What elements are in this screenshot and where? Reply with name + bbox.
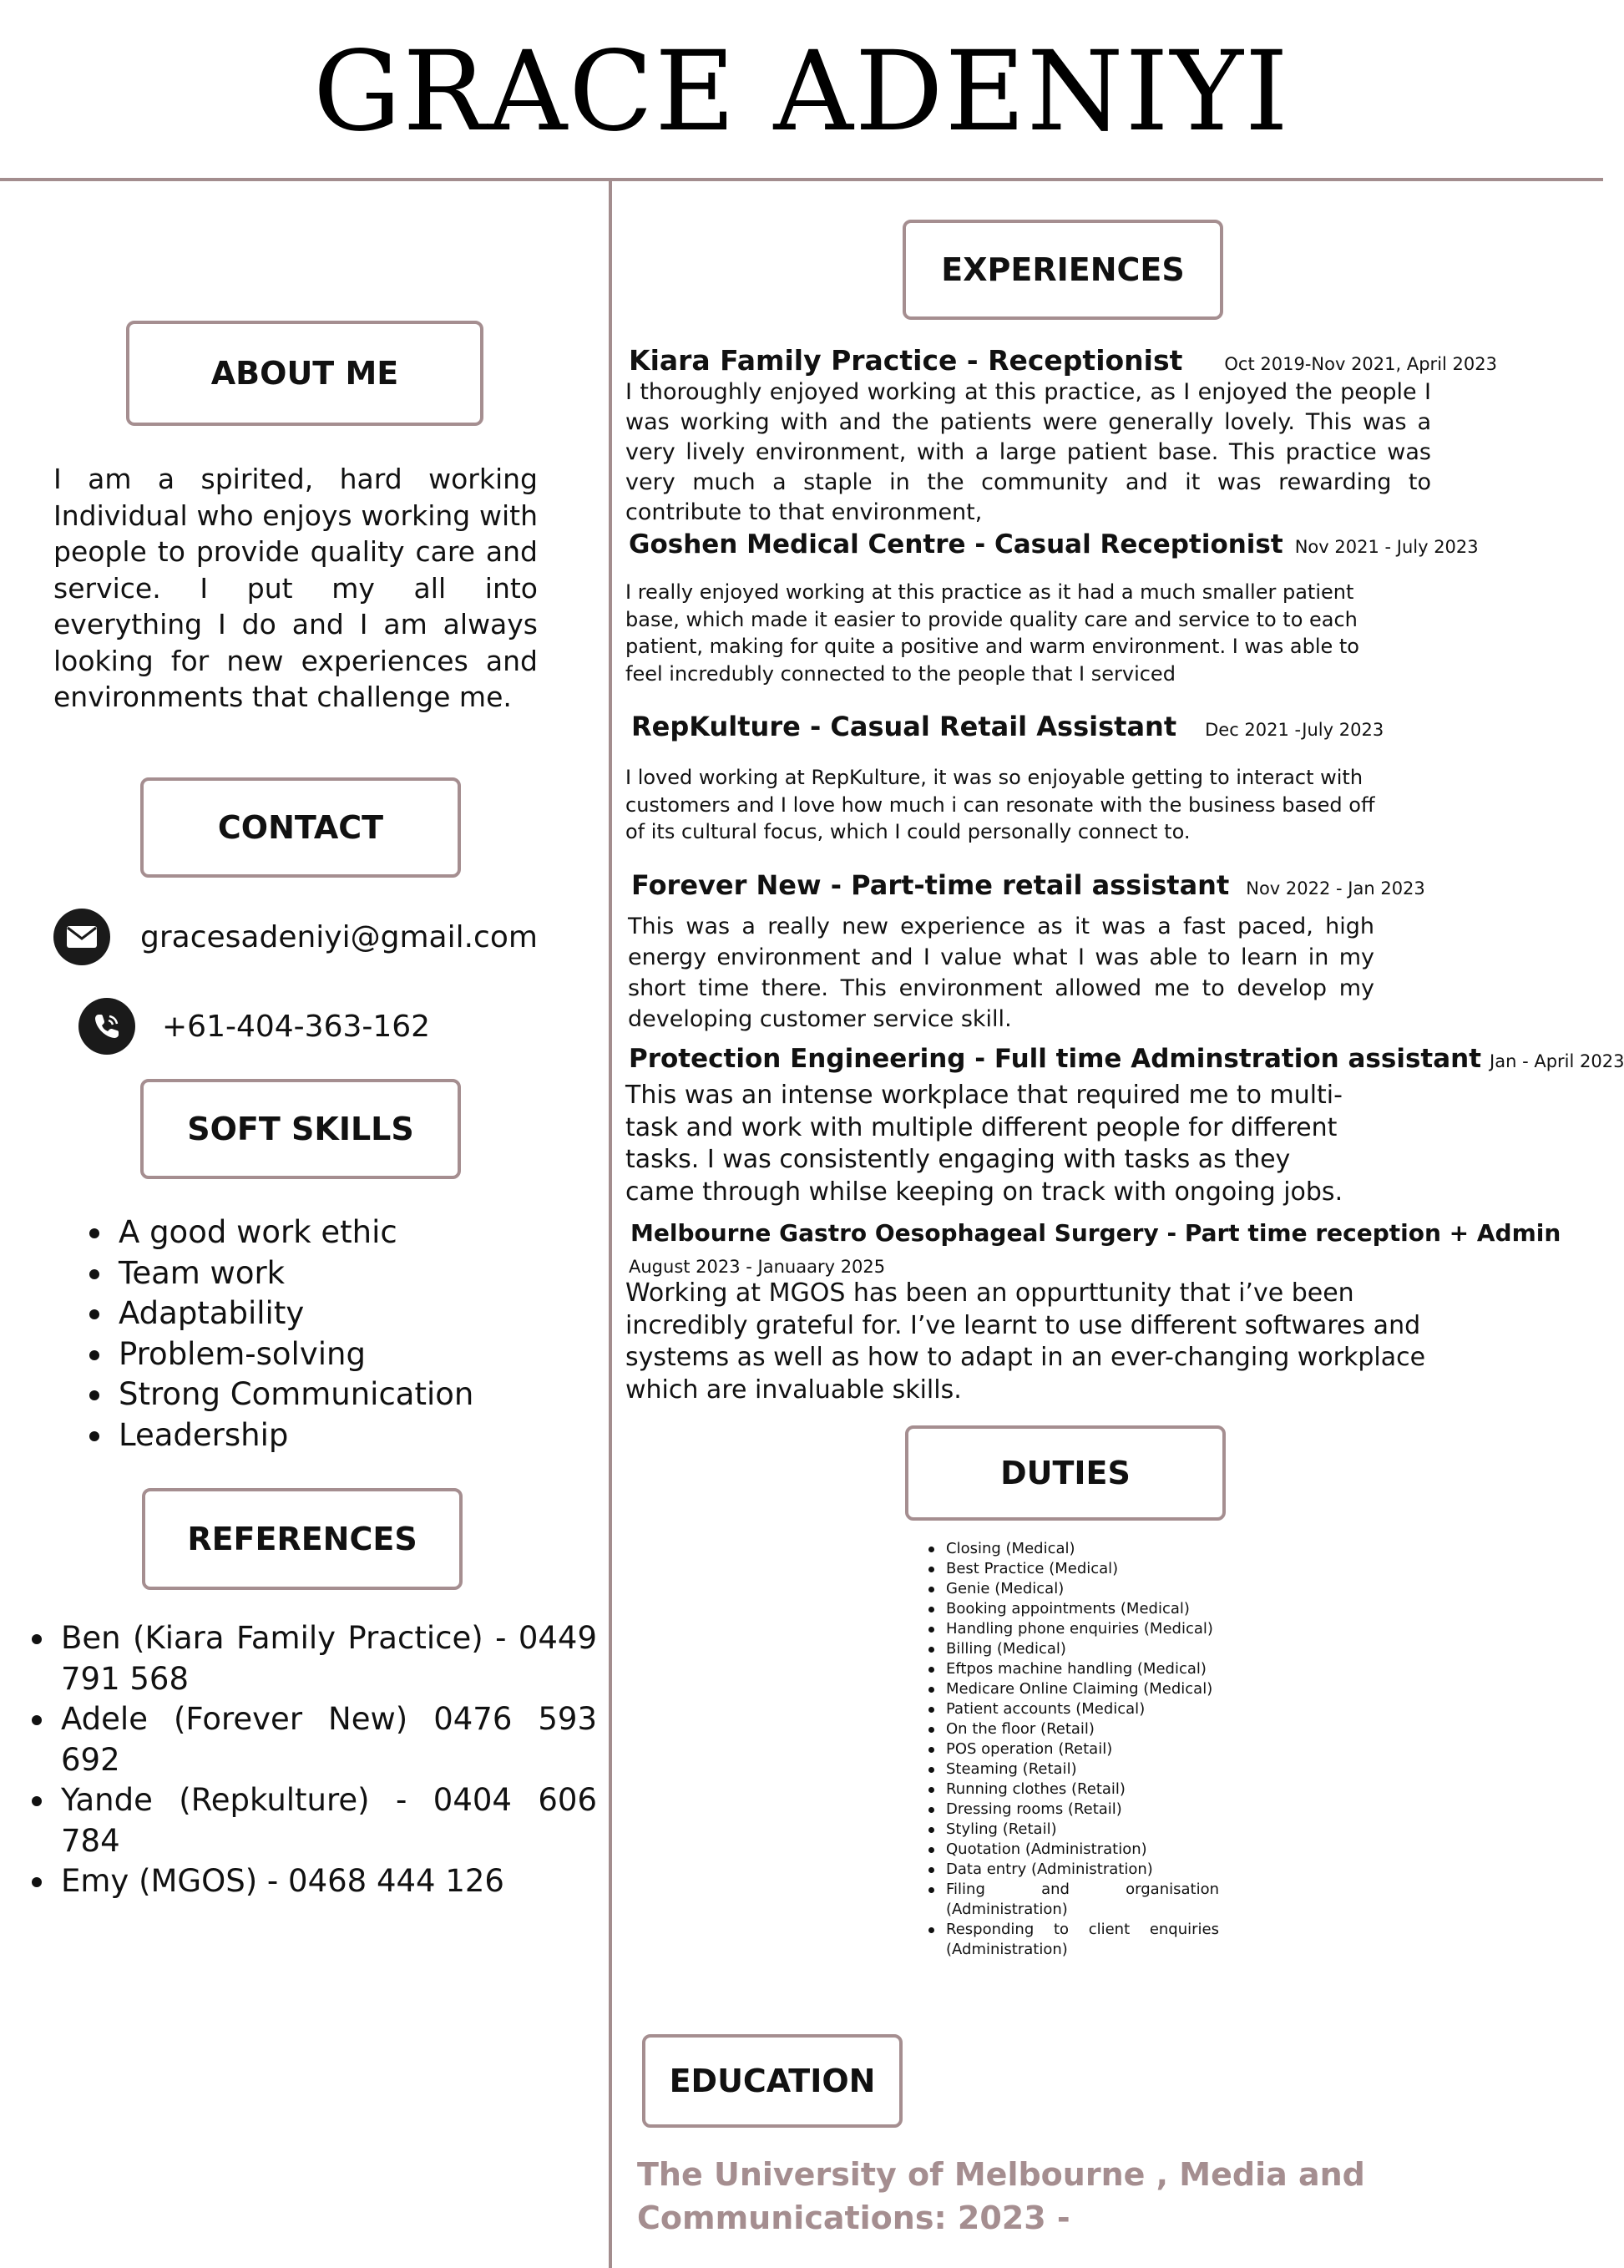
duty-item: Filing and organisation (Administration) xyxy=(946,1881,1219,1918)
column-divider xyxy=(609,178,612,2268)
header-divider xyxy=(0,178,1603,181)
skill-item: Strong Communication xyxy=(119,1374,473,1415)
job-description: This was a really new experience as it was a fast paced, high energy environment and I value what I was able to learn in my short time there. This environment allowed me to develop my developing customer service skill. xyxy=(628,914,1374,1032)
soft-skills-list xyxy=(119,1212,473,1455)
job-description: This was an intense workplace that required me to multi-task and work with multiple different people for different tasks. I was consistently engaging with tasks as they came through whilse keeping on track with ongoing jobs. xyxy=(625,1081,1343,1207)
duty-item: Genie (Medical) xyxy=(946,1579,1219,1599)
job-title: Forever New - Part-time retail assistant xyxy=(631,869,1230,901)
envelope-icon xyxy=(53,909,110,965)
job-title: RepKulture - Casual Retail Assistant xyxy=(631,711,1177,742)
job-date: August 2023 - Januaary 2025 xyxy=(629,1257,886,1277)
job-date: Nov 2022 - Jan 2023 xyxy=(1246,878,1425,899)
skill-item: Problem-solving xyxy=(119,1334,473,1375)
job-header xyxy=(631,711,1384,742)
section-heading-contact: CONTACT xyxy=(140,777,461,878)
section-heading-duties: DUTIES xyxy=(905,1425,1226,1521)
reference-item: Adele (Forever New) 0476 593 692 xyxy=(61,1699,597,1780)
job-description: I thoroughly enjoyed working at this practice, as I enjoyed the people I was working with and the patients were generally lovely. This was a very lively environment, with a large patient base. This practice was very much a staple in the community and it was rewarding to contribute to that environment, xyxy=(625,379,1431,525)
job-header xyxy=(629,344,1497,377)
education-line-1: The University of Melbourne , Media and xyxy=(637,2156,1365,2193)
job-description: I loved working at RepKulture, it was so enjoyable getting to interact with customers and I love how much i can resonate with the business based off of its cultural focus, which I could personally connect to. xyxy=(625,766,1375,843)
email-link[interactable]: gracesadeniyi@gmail.com xyxy=(140,919,538,954)
job-description: I really enjoyed working at this practice as it had a much smaller patient base, which made it easier to provide quality care and service to to each patient, making for quite a positive and warm environment. I was able to feel incredubly connected to the people that I serviced xyxy=(625,580,1359,686)
duty-item: Handling phone enquiries (Medical) xyxy=(946,1619,1219,1639)
job-title: Protection Engineering - Full time Adminstration assistant xyxy=(629,1044,1482,1074)
job-date: Jan - April 2023 xyxy=(1490,1051,1624,1071)
duty-item: Styling (Retail) xyxy=(946,1820,1219,1840)
duty-item: Quotation (Administration) xyxy=(946,1840,1219,1860)
duty-item: Medicare Online Claiming (Medical) xyxy=(946,1679,1219,1699)
duty-item: Best Practice (Medical) xyxy=(946,1559,1219,1579)
job-description: Working at MGOS has been an oppurttunity that i’ve been incredibly grateful for. I’ve learnt to use different softwares and systems as well as how to adapt in an ever-changing workplace which are invaluable skills. xyxy=(625,1278,1426,1405)
education-entry xyxy=(637,2153,1472,2240)
job-date-row xyxy=(629,1257,885,1277)
job-title: Melbourne Gastro Oesophageal Surgery - Part time reception + Admin xyxy=(630,1219,1561,1247)
skill-item: Adaptability xyxy=(119,1293,473,1334)
duty-item: On the floor (Retail) xyxy=(946,1719,1219,1739)
contact-phone-row xyxy=(78,998,430,1055)
job-title: Kiara Family Practice - Receptionist xyxy=(629,344,1183,377)
duty-item: Closing (Medical) xyxy=(946,1539,1219,1559)
skill-item: Team work xyxy=(119,1253,473,1294)
education-line-2: Communications: 2023 - xyxy=(637,2200,1070,2236)
job-header xyxy=(631,869,1425,901)
skill-item: Leadership xyxy=(119,1415,473,1456)
job-date: Dec 2021 -July 2023 xyxy=(1205,720,1384,740)
contact-email-row xyxy=(53,909,538,965)
section-heading-references: REFERENCES xyxy=(142,1488,463,1590)
section-heading-about: ABOUT ME xyxy=(126,321,483,426)
section-heading-soft-skills: SOFT SKILLS xyxy=(140,1079,461,1179)
job-header xyxy=(630,1219,1561,1247)
job-title: Goshen Medical Centre - Casual Receptionist xyxy=(629,529,1283,559)
job-header xyxy=(629,529,1479,559)
section-heading-experiences: EXPERIENCES xyxy=(903,220,1223,320)
duty-item: Booking appointments (Medical) xyxy=(946,1599,1219,1619)
duty-item: Eftpos machine handling (Medical) xyxy=(946,1659,1219,1679)
duty-item: POS operation (Retail) xyxy=(946,1739,1219,1759)
duty-item: Steaming (Retail) xyxy=(946,1759,1219,1779)
phone-number[interactable]: +61-404-363-162 xyxy=(162,1009,431,1044)
reference-item: Yande (Repkulture) - 0404 606 784 xyxy=(61,1780,597,1861)
duty-item: Dressing rooms (Retail) xyxy=(946,1800,1219,1820)
job-date: Oct 2019-Nov 2021, April 2023 xyxy=(1224,354,1497,374)
about-text: I am a spirited, hard working Individual who enjoys working with people to provide quality care and service. I put my all into everything I do and I am always looking for new experiences and environments that challenge me. xyxy=(53,463,538,713)
duty-item: Data entry (Administration) xyxy=(946,1860,1219,1880)
section-heading-education: EDUCATION xyxy=(642,2034,903,2128)
job-date: Nov 2021 - July 2023 xyxy=(1294,537,1479,557)
resume-name: GRACE ADENIYI xyxy=(313,28,1290,156)
skill-item: A good work ethic xyxy=(119,1212,473,1253)
duty-item: Patient accounts (Medical) xyxy=(946,1699,1219,1719)
reference-item: Ben (Kiara Family Practice) - 0449 791 568 xyxy=(61,1618,597,1699)
duty-item: Responding to client enquiries (Administration) xyxy=(946,1921,1219,1958)
job-header xyxy=(629,1044,1624,1074)
phone-icon xyxy=(78,998,135,1055)
reference-item: Emy (MGOS) - 0468 444 126 xyxy=(61,1861,597,1902)
duty-item: Running clothes (Retail) xyxy=(946,1779,1219,1800)
duties-list xyxy=(946,1539,1219,1960)
duty-item: Billing (Medical) xyxy=(946,1639,1219,1659)
references-list xyxy=(61,1618,597,1902)
